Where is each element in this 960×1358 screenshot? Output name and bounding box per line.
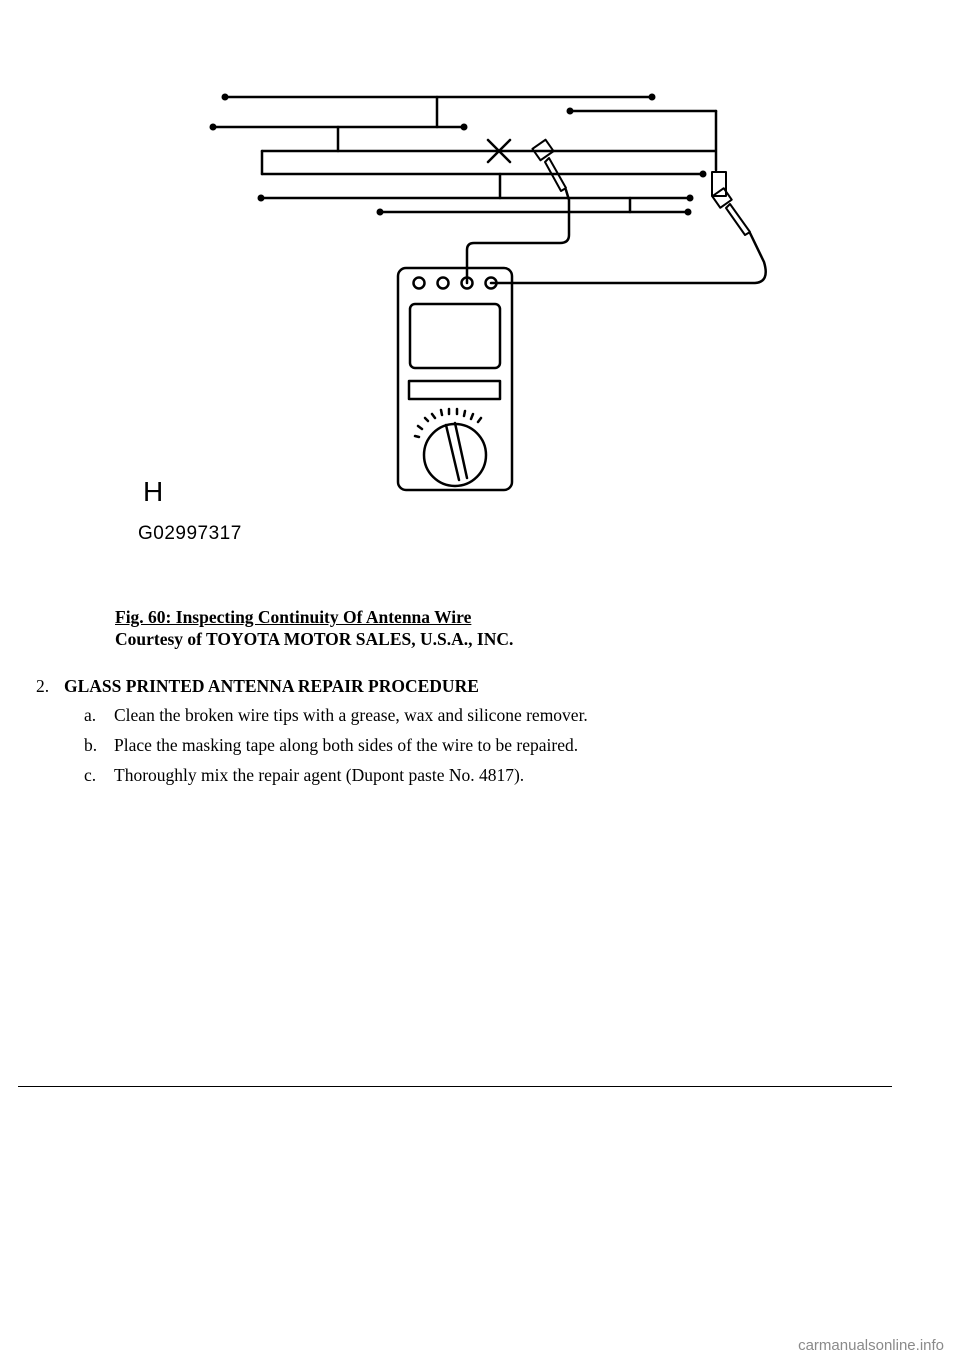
substep-text: Clean the broken wire tips with a grease, wax and silicone remover. bbox=[114, 705, 588, 725]
antenna-continuity-figure bbox=[0, 0, 960, 560]
page-divider bbox=[18, 1086, 892, 1087]
right-probe-icon bbox=[491, 172, 766, 283]
substep-marker: b. bbox=[84, 735, 98, 755]
substep-text: Thoroughly mix the repair agent (Dupont paste No. 4817). bbox=[114, 765, 525, 785]
substep-marker: a. bbox=[84, 705, 97, 725]
list-item bbox=[84, 764, 588, 786]
step-number: 2. bbox=[36, 676, 50, 696]
figure-code: G02997317 bbox=[138, 523, 242, 544]
procedure-step bbox=[36, 675, 479, 697]
footer-watermark: carmanualsonline.info bbox=[798, 1337, 944, 1354]
substep-text: Place the masking tape along both sides of the wire to be repaired. bbox=[114, 735, 579, 755]
figure-letter: H bbox=[143, 476, 164, 507]
multimeter-icon bbox=[398, 268, 512, 490]
substep-list bbox=[84, 704, 588, 794]
substep-marker: c. bbox=[84, 765, 97, 785]
step-title: GLASS PRINTED ANTENNA REPAIR PROCEDURE bbox=[64, 676, 479, 696]
caption-credit: Courtesy of TOYOTA MOTOR SALES, U.S.A., INC. bbox=[115, 629, 514, 649]
figure-caption bbox=[115, 606, 513, 650]
list-item bbox=[84, 704, 588, 726]
caption-title: Fig. 60: Inspecting Continuity Of Antenna Wire bbox=[115, 607, 472, 627]
antenna-wires bbox=[213, 97, 716, 212]
list-item bbox=[84, 734, 588, 756]
